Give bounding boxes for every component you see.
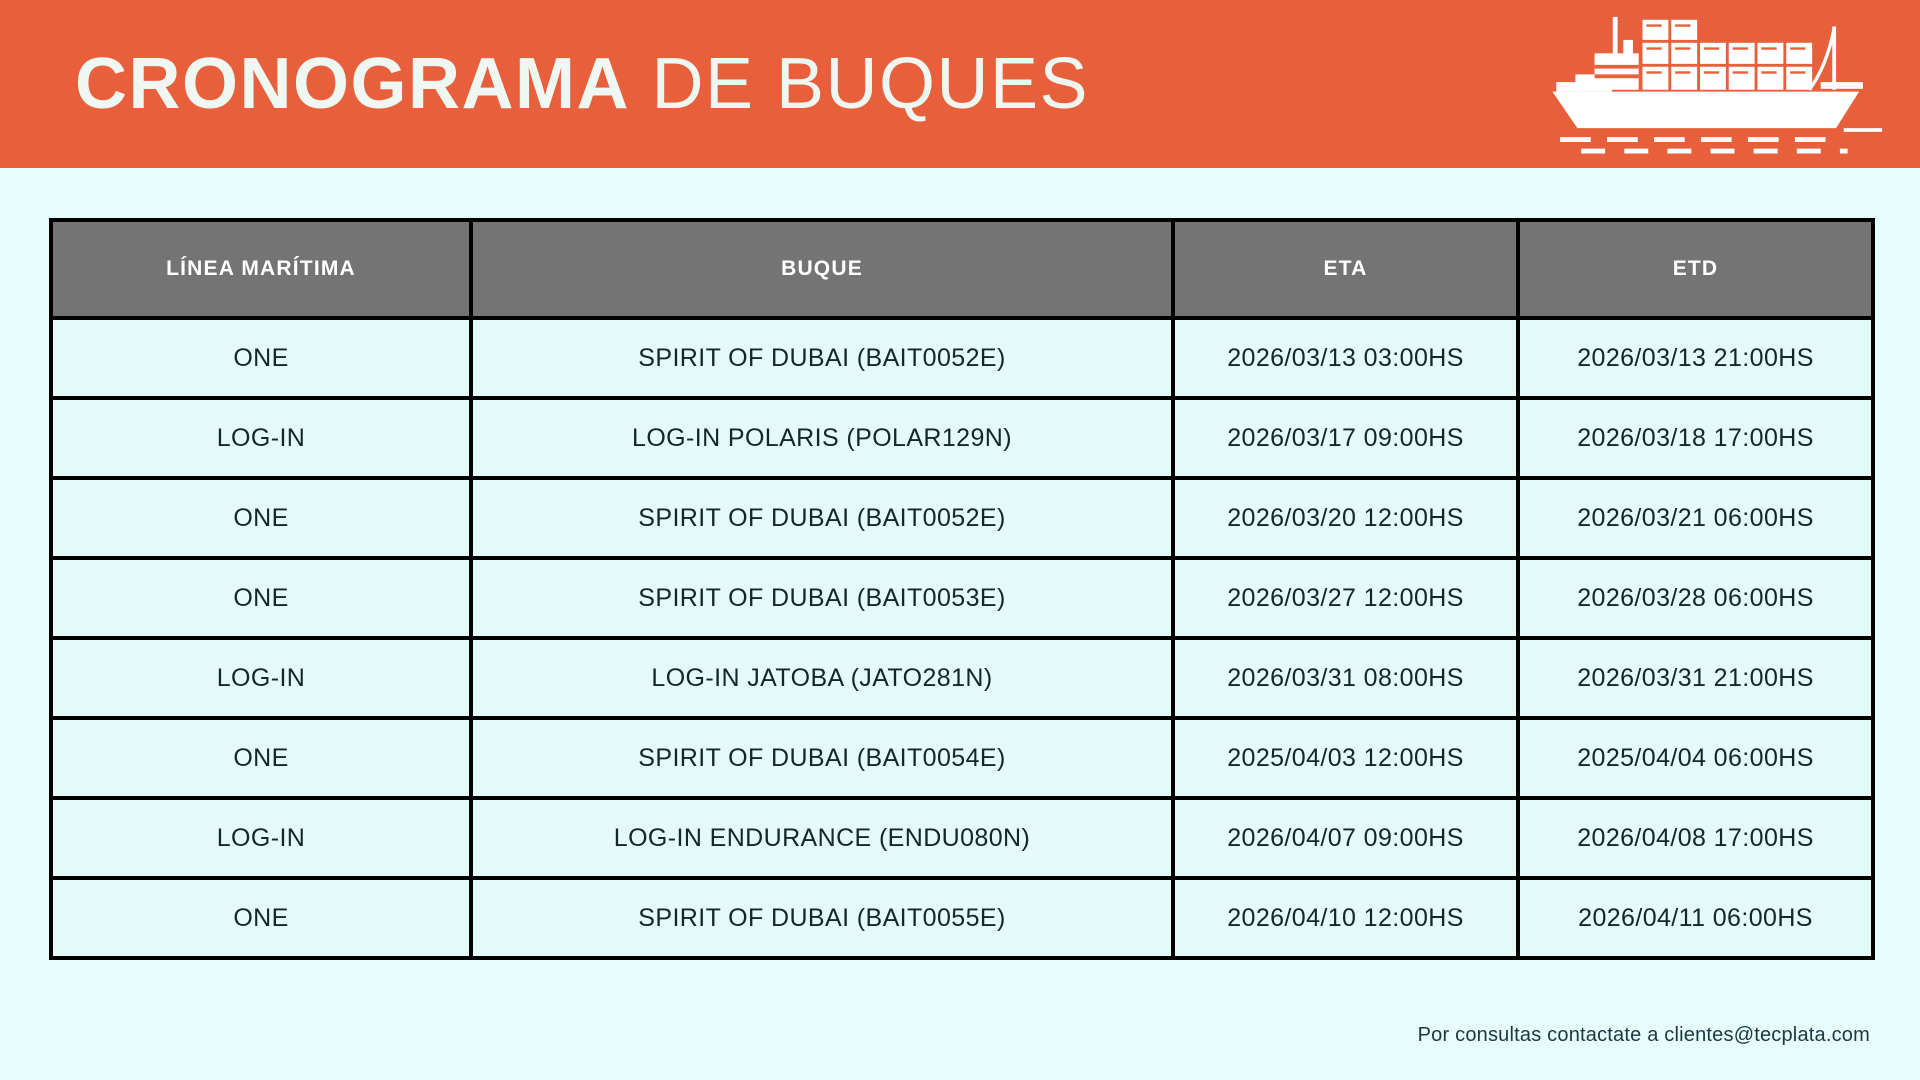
column-header-etd: ETD bbox=[1518, 220, 1873, 318]
cell-buque: LOG-IN POLARIS (POLAR129N) bbox=[471, 398, 1173, 478]
table-row bbox=[51, 798, 1873, 878]
cell-linea: ONE bbox=[51, 558, 471, 638]
cell-buque: SPIRIT OF DUBAI (BAIT0052E) bbox=[471, 478, 1173, 558]
cell-etd: 2026/03/21 06:00HS bbox=[1518, 478, 1873, 558]
cell-etd: 2026/04/08 17:00HS bbox=[1518, 798, 1873, 878]
cell-linea: ONE bbox=[51, 478, 471, 558]
cell-eta: 2026/04/07 09:00HS bbox=[1173, 798, 1518, 878]
cell-eta: 2026/04/10 12:00HS bbox=[1173, 878, 1518, 958]
cell-linea: ONE bbox=[51, 718, 471, 798]
cell-etd: 2026/03/13 21:00HS bbox=[1518, 318, 1873, 398]
cell-buque: LOG-IN JATOBA (JATO281N) bbox=[471, 638, 1173, 718]
table-row bbox=[51, 718, 1873, 798]
table-row bbox=[51, 638, 1873, 718]
cell-linea: ONE bbox=[51, 318, 471, 398]
cell-etd: 2026/03/18 17:00HS bbox=[1518, 398, 1873, 478]
column-header-linea-maritima: LÍNEA MARÍTIMA bbox=[51, 220, 471, 318]
cell-buque: SPIRIT OF DUBAI (BAIT0053E) bbox=[471, 558, 1173, 638]
cell-etd: 2026/04/11 06:00HS bbox=[1518, 878, 1873, 958]
page-title bbox=[75, 44, 1090, 124]
page-title-light: DE BUQUES bbox=[629, 44, 1090, 124]
cell-etd: 2025/04/04 06:00HS bbox=[1518, 718, 1873, 798]
table-row bbox=[51, 398, 1873, 478]
cell-linea: ONE bbox=[51, 878, 471, 958]
cell-eta: 2025/04/03 12:00HS bbox=[1173, 718, 1518, 798]
cell-buque: SPIRIT OF DUBAI (BAIT0055E) bbox=[471, 878, 1173, 958]
cell-eta: 2026/03/20 12:00HS bbox=[1173, 478, 1518, 558]
cargo-ship-icon bbox=[1539, 6, 1884, 162]
table-row bbox=[51, 558, 1873, 638]
vessel-schedule-table bbox=[49, 218, 1875, 960]
cell-eta: 2026/03/17 09:00HS bbox=[1173, 398, 1518, 478]
cell-eta: 2026/03/27 12:00HS bbox=[1173, 558, 1518, 638]
footer-contact-note: Por consultas contactate a clientes@tecplata.com bbox=[1417, 1024, 1870, 1046]
table-row bbox=[51, 318, 1873, 398]
table-row bbox=[51, 478, 1873, 558]
cell-eta: 2026/03/13 03:00HS bbox=[1173, 318, 1518, 398]
page-title-bold: CRONOGRAMA bbox=[75, 44, 630, 124]
banner bbox=[0, 0, 1920, 168]
column-header-buque: BUQUE bbox=[471, 220, 1173, 318]
cell-buque: SPIRIT OF DUBAI (BAIT0054E) bbox=[471, 718, 1173, 798]
cell-linea: LOG-IN bbox=[51, 798, 471, 878]
cell-linea: LOG-IN bbox=[51, 398, 471, 478]
cell-linea: LOG-IN bbox=[51, 638, 471, 718]
cell-buque: SPIRIT OF DUBAI (BAIT0052E) bbox=[471, 318, 1173, 398]
cell-etd: 2026/03/31 21:00HS bbox=[1518, 638, 1873, 718]
cell-buque: LOG-IN ENDURANCE (ENDU080N) bbox=[471, 798, 1173, 878]
table-header-row bbox=[51, 220, 1873, 318]
cell-eta: 2026/03/31 08:00HS bbox=[1173, 638, 1518, 718]
column-header-eta: ETA bbox=[1173, 220, 1518, 318]
cell-etd: 2026/03/28 06:00HS bbox=[1518, 558, 1873, 638]
table-row bbox=[51, 878, 1873, 958]
